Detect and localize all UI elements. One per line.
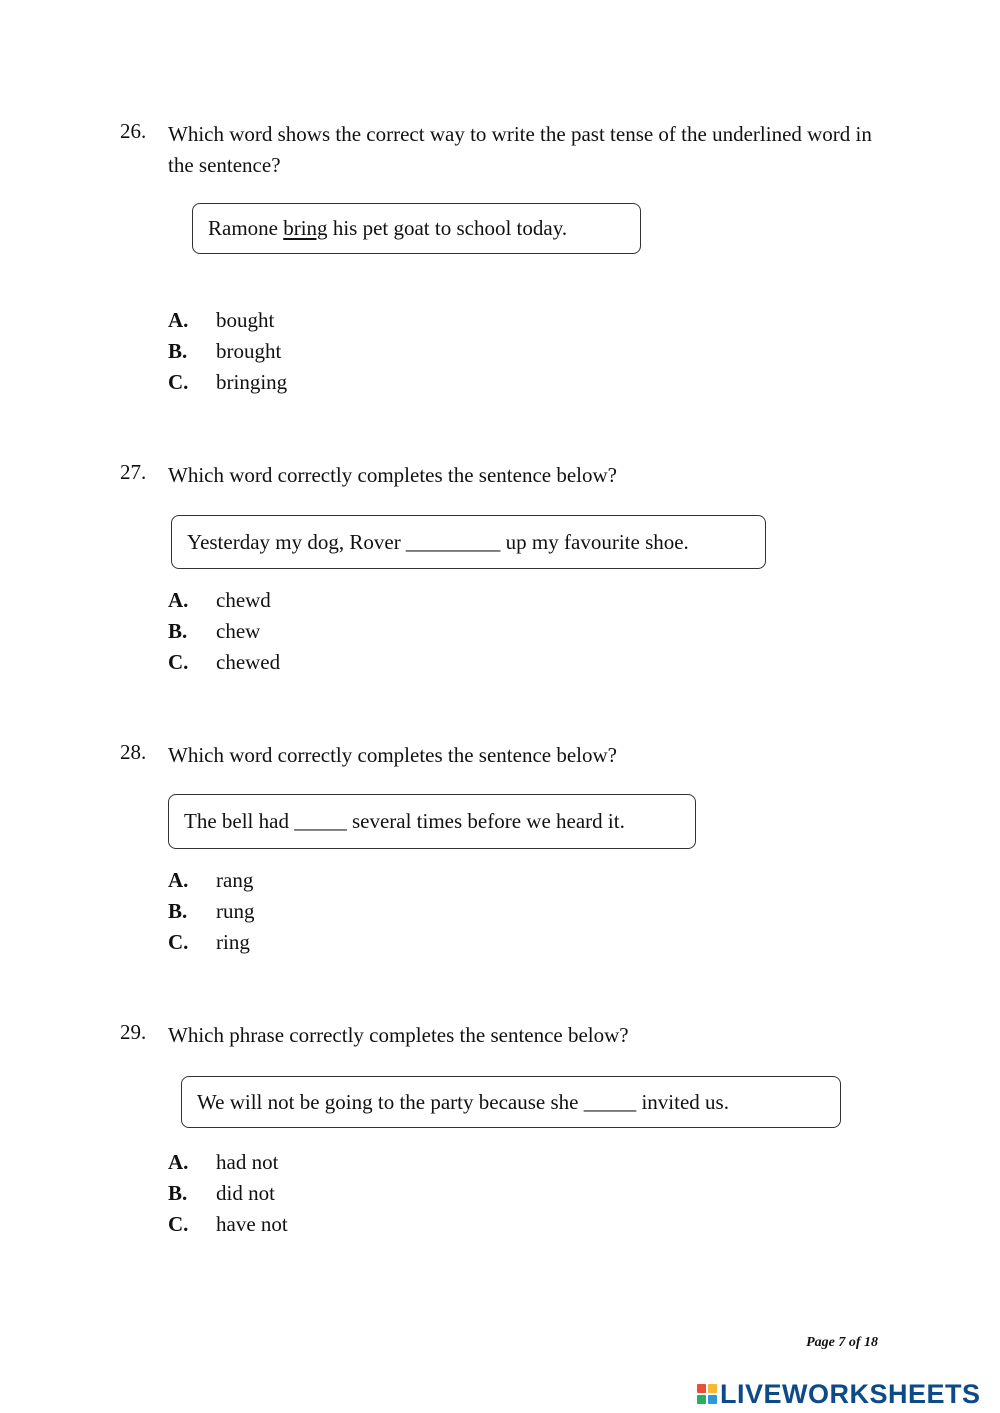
option-text: did not bbox=[216, 1181, 275, 1205]
page-number: Page 7 of 18 bbox=[806, 1335, 878, 1350]
option-letter: B. bbox=[168, 1181, 188, 1205]
question-27-option-a[interactable] bbox=[168, 585, 271, 616]
option-letter: A. bbox=[168, 868, 189, 892]
question-26-sentence-end: his pet goat to school today. bbox=[327, 216, 568, 240]
question-26-underlined-word: bring bbox=[283, 216, 328, 240]
option-letter: A. bbox=[168, 588, 189, 612]
option-letter: A. bbox=[168, 1150, 189, 1174]
question-28-sentence-box: The bell had _____ several times before we heard it. bbox=[168, 794, 696, 849]
option-letter: C. bbox=[168, 370, 189, 394]
option-text: brought bbox=[216, 339, 282, 363]
question-26-number: 26. bbox=[120, 119, 147, 143]
question-27-number: 27. bbox=[120, 460, 147, 484]
logo-mark-icon bbox=[697, 1384, 717, 1404]
question-27-option-b[interactable] bbox=[168, 616, 260, 647]
option-letter: A. bbox=[168, 308, 189, 332]
option-text: bought bbox=[216, 308, 275, 332]
option-letter: C. bbox=[168, 1212, 189, 1236]
option-letter: C. bbox=[168, 930, 189, 954]
option-text: chewd bbox=[216, 588, 271, 612]
option-letter: B. bbox=[168, 339, 188, 363]
liveworksheets-logo[interactable] bbox=[697, 1377, 981, 1411]
question-28-option-c[interactable] bbox=[168, 927, 250, 958]
question-28-option-b[interactable] bbox=[168, 896, 255, 927]
question-28-prompt: Which word correctly completes the sentence below? bbox=[168, 743, 617, 767]
question-29-option-b[interactable] bbox=[168, 1178, 275, 1209]
question-29-option-a[interactable] bbox=[168, 1147, 278, 1178]
question-26-option-a[interactable] bbox=[168, 305, 274, 336]
question-28-number: 28. bbox=[120, 740, 147, 764]
question-26-option-b[interactable] bbox=[168, 336, 281, 367]
option-text: had not bbox=[216, 1150, 279, 1174]
question-27-option-c[interactable] bbox=[168, 647, 280, 678]
question-26-option-c[interactable] bbox=[168, 367, 287, 398]
question-26-sentence-box bbox=[192, 203, 641, 254]
option-letter: C. bbox=[168, 650, 189, 674]
logo-square-icon bbox=[697, 1384, 706, 1393]
option-text: have not bbox=[216, 1212, 288, 1236]
question-28-option-a[interactable] bbox=[168, 865, 253, 896]
option-text: rung bbox=[216, 899, 255, 923]
option-text: ring bbox=[216, 930, 250, 954]
option-text: chewed bbox=[216, 650, 281, 674]
option-text: chew bbox=[216, 619, 261, 643]
option-letter: B. bbox=[168, 899, 188, 923]
question-29-prompt: Which phrase correctly completes the sentence below? bbox=[168, 1023, 629, 1047]
question-26-prompt: Which word shows the correct way to write the past tense of the underlined word in the sentence? bbox=[168, 122, 872, 177]
option-text: bringing bbox=[216, 370, 288, 394]
logo-text: LIVEWORKSHEETS bbox=[720, 1378, 981, 1409]
question-29-sentence-box: We will not be going to the party because she _____ invited us. bbox=[181, 1076, 841, 1128]
logo-square-icon bbox=[708, 1395, 717, 1404]
question-29-option-c[interactable] bbox=[168, 1209, 288, 1240]
option-text: rang bbox=[216, 868, 254, 892]
question-27-sentence-box: Yesterday my dog, Rover _________ up my favourite shoe. bbox=[171, 515, 766, 569]
logo-square-icon bbox=[708, 1384, 717, 1393]
option-letter: B. bbox=[168, 619, 188, 643]
logo-square-icon bbox=[697, 1395, 706, 1404]
question-29-number: 29. bbox=[120, 1020, 147, 1044]
question-26-sentence-start: Ramone bbox=[208, 216, 284, 240]
question-27-prompt: Which word correctly completes the sentence below? bbox=[168, 463, 617, 487]
